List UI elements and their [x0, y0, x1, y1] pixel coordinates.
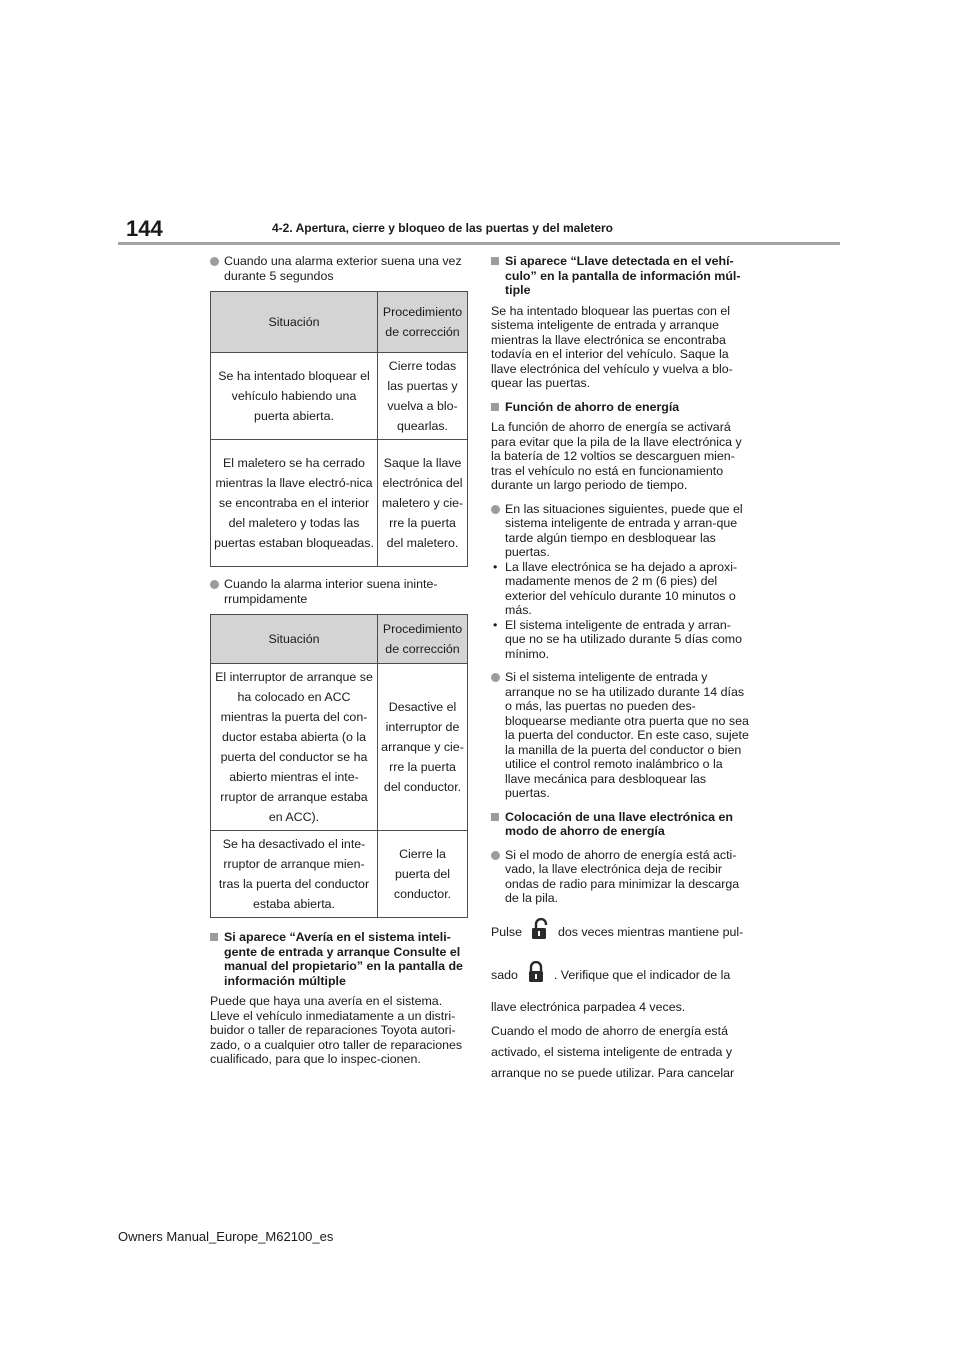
table-header-procedure: Procedimiento de corrección: [378, 292, 468, 353]
list-item: • El sistema inteligente de entrada y arran-que no se ha utilizado durante 5 días como mínimo.: [491, 618, 751, 662]
table-cell-situation: Se ha intentado bloquear el vehículo habiendo una puerta abierta.: [211, 353, 378, 440]
bullet-exterior-alarm: Cuando una alarma exterior suena una vez durante 5 segundos: [210, 254, 468, 283]
table-cell-situation: Se ha desactivado el inte-rruptor de arranque mien-tras la puerta del conductor estaba abierta.: [211, 831, 378, 918]
paragraph-pulse: [491, 918, 751, 947]
paragraph-sado: [491, 961, 751, 990]
table-interior-alarm: [210, 614, 468, 918]
list-item: • La llave electrónica se ha dejado a aproxi-madamente menos de 2 m (6 pies) del exterior del vehículo durante 10 minutos o más.: [491, 560, 751, 618]
table-row: [211, 664, 468, 831]
paragraph-energy-active: Cuando el modo de ahorro de energía está activado, el sistema inteligente de entrada y arranque no se puede utilizar. Para cancelar: [491, 1023, 735, 1080]
table-cell-situation: El maletero se ha cerrado mientras la llave electró-nica se encontraba en el interior del maletero y todas las puertas estaban bloqueadas.: [211, 440, 378, 567]
table-cell-procedure: Desactive el interruptor de arranque y cie-rre la puerta del conductor.: [378, 664, 468, 831]
paragraph-system-failure: Puede que haya una avería en el sistema. Lleve el vehículo inmediatamente a un distri-buidor o taller de reparaciones Toyota autori-zado, o a cualquier otro taller de reparaciones cualificado, para que lo inspec-cionen.: [210, 994, 463, 1066]
table-row: [211, 440, 468, 567]
table-cell-procedure: Saque la llave electrónica del maletero y cie-rre la puerta del maletero.: [378, 440, 468, 567]
footer-text: Owners Manual_Europe_M62100_es: [118, 1229, 334, 1244]
pulse-text-b: dos veces mientras mantiene pul-: [558, 924, 744, 939]
sado-text-a: sado: [491, 967, 518, 982]
bullet-interior-alarm: Cuando la alarma interior suena ininte-rrumpidamente: [210, 577, 468, 606]
bullet-unlock-delay: En las situaciones siguientes, puede que el sistema inteligente de entrada y arran-que tarde algún tiempo en desbloquear las puertas.: [491, 502, 751, 560]
lock-icon: [526, 961, 546, 990]
table-header-situation: Situación: [211, 615, 378, 664]
sado-text-b: . Verifique que el indicador de la: [553, 967, 731, 982]
table-cell-situation: El interruptor de arranque se ha colocado en ACC mientras la puerta del con-ductor estaba abierta (o la puerta del conductor se ha abierto mientras el inte-rruptor de arranque estaba en ACC).: [211, 664, 378, 831]
left-column: [210, 254, 468, 1067]
heading-system-failure: Si aparece “Avería en el sistema inteli-gente de entrada y arranque Consulte el manual del propietario” en la pantalla de información múltiple: [210, 930, 468, 988]
table-exterior-alarm: [210, 291, 468, 567]
bullet-14-days: Si el sistema inteligente de entrada y arranque no se ha utilizado durante 14 días o más, las puertas no pueden des-bloquearse mediante otra puerta que no sea la puerta del conductor. En este caso, sujete la manilla de la puerta del conductor o bien utilice el control remoto inalámbrico o la llave mecánica para desbloquear las puertas.: [491, 670, 751, 801]
paragraph-key-detected: Se ha intentado bloquear las puertas con el sistema inteligente de entrada y arranque mientras la llave electrónica se encontraba todavía en el interior del vehículo. Saque la llave electrónica del vehículo y vuelva a blo-quear las puertas.: [491, 303, 733, 390]
table-header-situation: Situación: [211, 292, 378, 353]
pulse-text-a: Pulse: [491, 924, 522, 939]
table-cell-procedure: Cierre todas las puertas y vuelva a blo-quearlas.: [378, 353, 468, 440]
section-title: 4-2. Apertura, cierre y bloqueo de las puertas y del maletero: [272, 221, 614, 235]
paragraph-energy-saving: La función de ahorro de energía se activará para evitar que la pila de la llave electrónica y la batería de 12 voltios se descarguen mien-tras el vehículo no está en funcionamiento durante un largo periodo de tiempo.: [491, 420, 742, 492]
paragraph-indicator: llave electrónica parpadea 4 veces.: [491, 999, 686, 1014]
bullet-energy-mode: Si el modo de ahorro de energía está acti-vado, la llave electrónica deja de recibir ondas de radio para minimizar la descarga de la pila.: [491, 848, 751, 906]
heading-energy-saving: Función de ahorro de energía: [491, 400, 751, 415]
heading-key-energy-mode: Colocación de una llave electrónica en modo de ahorro de energía: [491, 810, 751, 839]
table-header-procedure: Procedimiento de corrección: [378, 615, 468, 664]
right-column: [491, 254, 751, 1084]
unlock-icon: [530, 918, 550, 947]
table-cell-procedure: Cierre la puerta del conductor.: [378, 831, 468, 918]
heading-key-detected: Si aparece “Llave detectada en el vehí-culo” en la pantalla de información múl-tiple: [491, 254, 751, 298]
page-number: 144: [126, 216, 163, 241]
table-row: [211, 831, 468, 918]
header-divider: [118, 242, 840, 245]
table-row: [211, 353, 468, 440]
